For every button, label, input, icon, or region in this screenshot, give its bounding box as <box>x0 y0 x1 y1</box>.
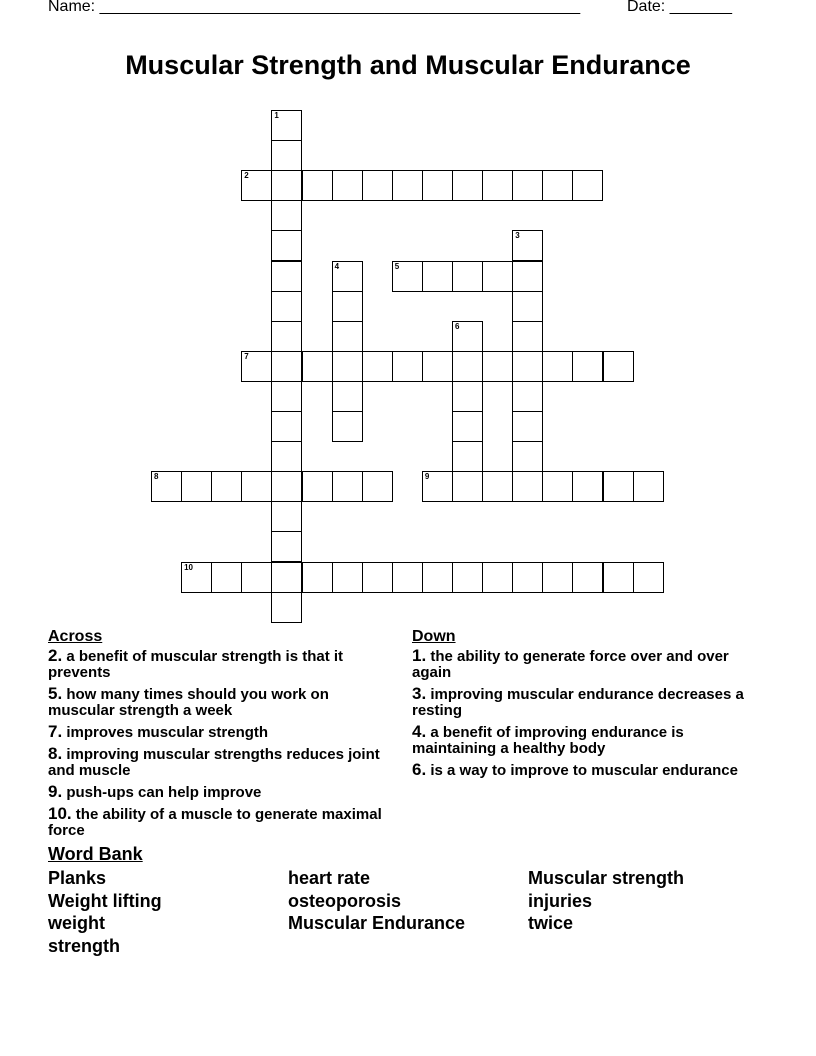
across-clue <box>48 746 398 779</box>
clue-number: 8. <box>48 744 63 763</box>
crossword-cell[interactable] <box>362 351 393 382</box>
crossword-cell[interactable] <box>482 562 513 593</box>
crossword-cell[interactable] <box>452 321 483 352</box>
crossword-cell[interactable] <box>362 170 393 201</box>
crossword-cell[interactable] <box>332 170 363 201</box>
crossword-cell[interactable] <box>271 592 302 623</box>
clue-number: 2. <box>48 646 63 665</box>
crossword-cell[interactable] <box>332 411 363 442</box>
crossword-cell[interactable] <box>332 562 363 593</box>
down-clue-list <box>412 648 762 779</box>
crossword-cell[interactable] <box>512 261 543 292</box>
clue-number: 7. <box>48 722 63 741</box>
crossword-cell[interactable] <box>302 170 333 201</box>
crossword-cell[interactable] <box>332 471 363 502</box>
crossword-cell[interactable] <box>332 381 363 412</box>
down-heading: Down <box>412 628 456 645</box>
crossword-cell[interactable] <box>452 441 483 472</box>
crossword-cell[interactable] <box>332 321 363 352</box>
clue-number: 6. <box>412 760 427 779</box>
clue-number-label: 5 <box>394 261 400 271</box>
crossword-cell[interactable] <box>271 381 302 412</box>
clue-number-label: 6 <box>455 321 460 331</box>
crossword-cell[interactable] <box>603 562 634 593</box>
crossword-cell[interactable] <box>392 562 423 593</box>
crossword-cell[interactable] <box>271 230 302 261</box>
down-clues <box>412 628 762 784</box>
crossword-cell[interactable] <box>332 351 363 382</box>
crossword-cell[interactable] <box>241 562 272 593</box>
clue-number: 1. <box>412 646 427 665</box>
date-field-line: Date: _______ <box>627 0 732 15</box>
clue-number: 4. <box>412 722 427 741</box>
crossword-cell[interactable] <box>512 471 543 502</box>
word-bank-item: heart rate <box>288 868 371 888</box>
crossword-cell[interactable] <box>241 170 272 201</box>
crossword-cell[interactable] <box>241 471 272 502</box>
crossword-cell[interactable] <box>271 531 302 562</box>
clue-text: how many times should you work on muscular strength a week <box>48 686 329 719</box>
name-field-line: Name: ______________________________________________________ <box>48 0 581 15</box>
crossword-cell[interactable] <box>211 471 242 502</box>
crossword-cell[interactable] <box>271 441 302 472</box>
clue-text: the ability of a muscle to generate maximal force <box>48 806 382 839</box>
crossword-cell[interactable] <box>271 562 302 593</box>
crossword-cell[interactable] <box>392 261 423 292</box>
across-clue-list <box>48 648 398 839</box>
crossword-cell[interactable] <box>512 381 543 412</box>
word-bank-item: Muscular strength <box>528 868 685 888</box>
clue-text: is a way to improve to muscular endurance <box>426 762 738 779</box>
crossword-cell[interactable] <box>512 562 543 593</box>
crossword-cell[interactable] <box>603 351 634 382</box>
crossword-cell[interactable] <box>452 381 483 412</box>
across-clue <box>48 686 398 719</box>
word-bank <box>48 844 768 957</box>
crossword-cell[interactable] <box>211 562 242 593</box>
across-clue <box>48 784 398 801</box>
word-bank-item: Weight lifting <box>48 890 162 911</box>
clue-number-label: 3 <box>515 231 520 241</box>
clue-number-label: 4 <box>334 261 340 271</box>
crossword-cell[interactable] <box>633 562 664 593</box>
crossword-cell[interactable] <box>542 562 573 593</box>
clue-text: a benefit of improving endurance is maintaining a healthy body <box>412 724 684 757</box>
word-bank-item: strength <box>48 935 120 956</box>
crossword-cell[interactable] <box>271 200 302 231</box>
clue-number: 9. <box>48 782 63 801</box>
crossword-cell[interactable] <box>452 261 483 292</box>
crossword-cell[interactable] <box>512 230 543 261</box>
crossword-cell[interactable] <box>572 170 603 201</box>
crossword-cell[interactable] <box>512 321 543 352</box>
crossword-cell[interactable] <box>422 170 453 201</box>
crossword-cell[interactable] <box>181 471 212 502</box>
crossword-cell[interactable] <box>332 291 363 322</box>
clue-number-label: 10 <box>184 562 193 572</box>
crossword-cell[interactable] <box>482 351 513 382</box>
crossword-cell[interactable] <box>542 351 573 382</box>
crossword-cell[interactable] <box>482 170 513 201</box>
crossword-cell[interactable] <box>241 351 272 382</box>
clue-text: improves muscular strength <box>62 724 269 741</box>
crossword-cell[interactable] <box>302 351 333 382</box>
crossword-cell[interactable] <box>572 471 603 502</box>
crossword-cell[interactable] <box>151 471 182 502</box>
across-heading: Across <box>48 628 103 645</box>
across-clues <box>48 628 398 844</box>
crossword-cell[interactable] <box>422 261 453 292</box>
crossword-cell[interactable] <box>271 261 302 292</box>
crossword-cell[interactable] <box>512 441 543 472</box>
word-bank-item: Muscular Endurance <box>288 913 466 933</box>
word-bank-heading: Word Bank <box>48 844 143 864</box>
crossword-cell[interactable] <box>332 261 363 292</box>
crossword-cell[interactable] <box>302 471 333 502</box>
crossword-cell[interactable] <box>482 471 513 502</box>
word-bank-list <box>48 867 768 957</box>
crossword-cell[interactable] <box>181 562 212 593</box>
crossword-cell[interactable] <box>362 562 393 593</box>
crossword-cell[interactable] <box>271 471 302 502</box>
crossword-cell[interactable] <box>271 291 302 322</box>
crossword-cell[interactable] <box>603 471 634 502</box>
crossword-cell[interactable] <box>452 471 483 502</box>
across-clue <box>48 806 398 839</box>
clue-number-label: 7 <box>244 351 249 361</box>
crossword-cell[interactable] <box>422 562 453 593</box>
clue-number: 10. <box>48 804 72 823</box>
clue-number-label: 9 <box>424 472 430 482</box>
crossword-cell[interactable] <box>362 471 393 502</box>
clue-number: 5. <box>48 684 63 703</box>
crossword-cell[interactable] <box>452 562 483 593</box>
crossword-cell[interactable] <box>452 351 483 382</box>
word-bank-item: twice <box>528 913 574 933</box>
crossword-cell[interactable] <box>271 501 302 532</box>
crossword-cell[interactable] <box>633 471 664 502</box>
clue-text: improving muscular strengths reduces joint and muscle <box>48 746 380 779</box>
crossword-cell[interactable] <box>572 562 603 593</box>
crossword-cell[interactable] <box>542 170 573 201</box>
clue-number: 3. <box>412 684 427 703</box>
page-title: Muscular Strength and Muscular Endurance <box>125 50 691 80</box>
down-clue <box>412 762 762 779</box>
crossword-cell[interactable] <box>542 471 573 502</box>
clue-number-label: 2 <box>244 171 249 181</box>
word-bank-item: osteoporosis <box>288 890 402 911</box>
crossword-cell[interactable] <box>512 170 543 201</box>
crossword-cell[interactable] <box>452 170 483 201</box>
crossword-cell[interactable] <box>512 351 543 382</box>
crossword-cell[interactable] <box>452 411 483 442</box>
crossword-cell[interactable] <box>392 351 423 382</box>
down-clue <box>412 648 762 681</box>
crossword-cell[interactable] <box>422 471 453 502</box>
word-bank-item: Planks <box>48 868 107 888</box>
crossword-cell[interactable] <box>271 411 302 442</box>
crossword-cell[interactable] <box>271 321 302 352</box>
crossword-cell[interactable] <box>302 562 333 593</box>
down-clue <box>412 724 762 757</box>
clue-text: improving muscular endurance decreases a resting <box>412 686 744 719</box>
crossword-cell[interactable] <box>512 291 543 322</box>
clue-text: a benefit of muscular strength is that it prevents <box>48 648 344 681</box>
across-clue <box>48 648 398 681</box>
clue-number-label: 1 <box>274 111 279 120</box>
down-clue <box>412 686 762 719</box>
crossword-cell[interactable] <box>572 351 603 382</box>
word-bank-item: weight <box>48 913 105 933</box>
crossword-cell[interactable] <box>392 170 423 201</box>
clue-text: push-ups can help improve <box>62 784 262 801</box>
crossword-cell[interactable] <box>482 261 513 292</box>
crossword-cell[interactable] <box>271 140 302 171</box>
clue-text: the ability to generate force over and over again <box>412 648 729 681</box>
crossword-cell[interactable] <box>271 351 302 382</box>
crossword-cell[interactable] <box>271 110 302 141</box>
word-bank-item: injuries <box>528 890 593 911</box>
across-clue <box>48 724 398 741</box>
crossword-cell[interactable] <box>271 170 302 201</box>
crossword-cell[interactable] <box>512 411 543 442</box>
crossword-cell[interactable] <box>422 351 453 382</box>
clue-number-label: 8 <box>154 472 159 482</box>
